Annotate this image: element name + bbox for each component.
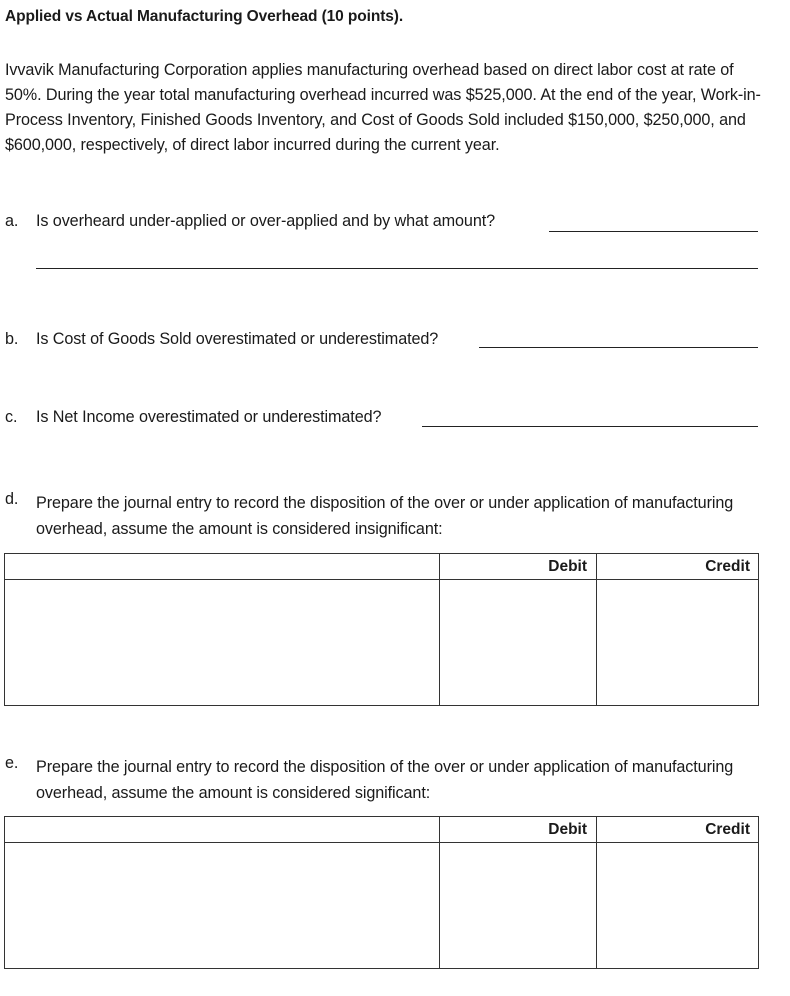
account-header-cell <box>5 554 440 580</box>
question-a-marker: a. <box>5 212 19 230</box>
journal-header-row <box>5 817 759 843</box>
question-d-text: Prepare the journal entry to record the disposition of the over or under application of manufacturing overhead, assume the amount is considered insignificant: <box>36 494 734 538</box>
answer-line-a-2[interactable] <box>36 268 758 269</box>
debit-cell[interactable] <box>440 843 597 969</box>
debit-header: Debit <box>440 817 597 843</box>
answer-line-a-1[interactable] <box>549 231 758 232</box>
question-d-marker: d. <box>5 490 19 508</box>
debit-cell[interactable] <box>440 580 597 706</box>
question-b-text: Is Cost of Goods Sold overestimated or underestimated? <box>36 330 439 348</box>
question-c-text: Is Net Income overestimated or underestimated? <box>36 408 382 426</box>
answer-line-b[interactable] <box>479 347 758 348</box>
journal-entry-row <box>5 843 759 969</box>
journal-entry-table-d <box>4 553 759 706</box>
journal-header-row <box>5 554 759 580</box>
question-b-marker: b. <box>5 330 19 348</box>
debit-header: Debit <box>440 554 597 580</box>
question-e-marker: e. <box>5 754 19 772</box>
problem-statement: Ivvavik Manufacturing Corporation applies manufacturing overhead based on direct labor cost at rate of 50%. During the year total manufacturing overhead incurred was $525,000. At the end of the year, Work-in-Process Inventory, Finished Goods Inventory, and Cost of Goods Sold included $150,000, $250,000, and $600,000, respectively, of direct labor incurred during the current year. <box>5 61 761 154</box>
credit-cell[interactable] <box>597 843 759 969</box>
account-header-cell <box>5 817 440 843</box>
answer-line-c[interactable] <box>422 426 758 427</box>
account-cell[interactable] <box>5 580 440 706</box>
question-a-text: Is overheard under-applied or over-applied and by what amount? <box>36 212 496 230</box>
credit-header: Credit <box>597 817 759 843</box>
page-title: Applied vs Actual Manufacturing Overhead (10 points). <box>5 8 404 25</box>
journal-entry-table-e <box>4 816 759 969</box>
credit-cell[interactable] <box>597 580 759 706</box>
question-c-marker: c. <box>5 408 18 426</box>
question-e-text: Prepare the journal entry to record the disposition of the over or under application of manufacturing overhead, assume the amount is considered significant: <box>36 758 734 802</box>
credit-header: Credit <box>597 554 759 580</box>
account-cell[interactable] <box>5 843 440 969</box>
journal-entry-row <box>5 580 759 706</box>
